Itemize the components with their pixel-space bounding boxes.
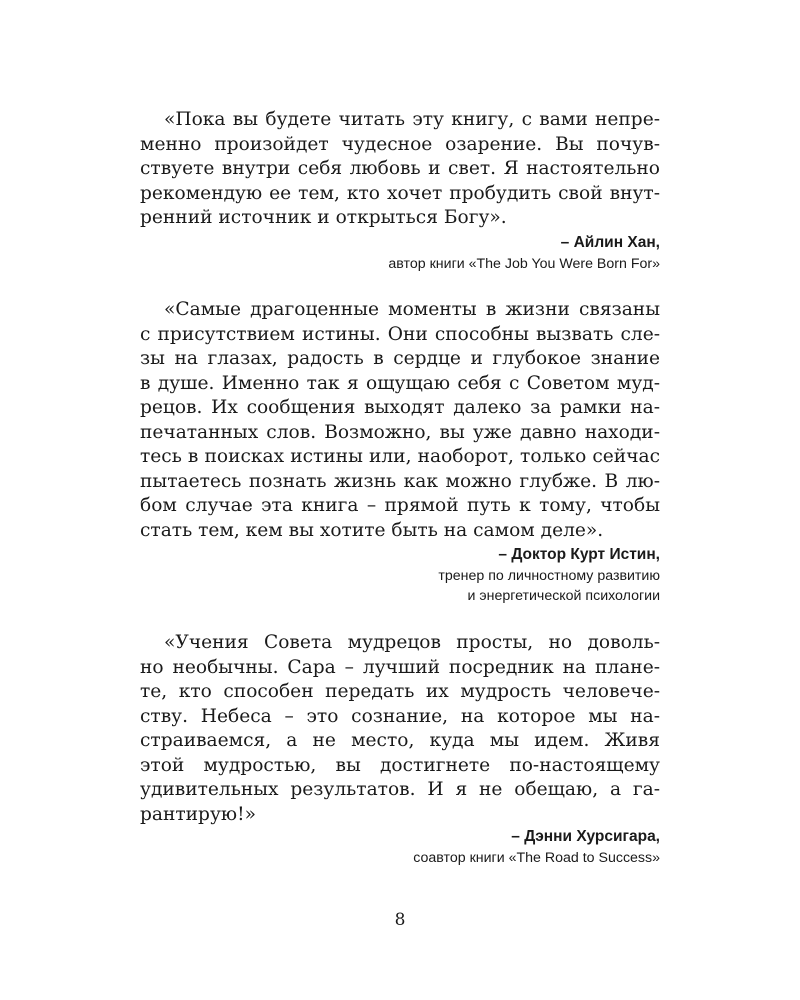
quote-line: этой мудростью, вы достигнете по-настоящему (140, 754, 660, 776)
quote-line: ству. Небеса – это сознание, на которое мы на- (140, 705, 660, 727)
quote-line: страиваемся, а не место, куда мы идем. Живя (140, 730, 660, 751)
attribution-3 (413, 826, 660, 868)
quote-1 (140, 108, 660, 231)
quote-line: пытаетесь познать жизнь как можно глубже. В лю- (140, 470, 660, 492)
author-name: – Доктор Курт Истин, (498, 546, 660, 563)
author-role: и энергетической психологии (467, 588, 660, 604)
quote-line: в душе. Именно так я ощущаю себя с Советом муд- (140, 372, 660, 394)
author-role: тренер по личностному развитию (438, 568, 660, 584)
quote-line: «Пока вы будете читать эту книгу, с вами непре- (164, 109, 660, 130)
quote-line: ренний источник и открыться Богу». (140, 207, 507, 228)
page-number: 8 (394, 910, 406, 930)
attribution-1 (388, 232, 660, 274)
attribution-2 (438, 544, 660, 606)
quote-line: рантирую!» (140, 803, 256, 825)
author-name: – Дэнни Хурсигара, (511, 828, 660, 845)
quote-line: зы на глазах, радость в сердце и глубокое знание (140, 348, 660, 369)
quote-line: тесь в поисках истины или, наоборот, только сейчас (140, 446, 660, 467)
quote-line: с присутствием истины. Они способны вызвать сле- (140, 323, 660, 345)
quote-line: но необычны. Сара – лучший посредник на плане- (140, 656, 660, 678)
quote-line: бом случае эта книга – прямой путь к тому, чтобы (140, 495, 660, 516)
quote-line: печатанных слов. Возможно, вы уже давно находи- (140, 421, 660, 443)
quote-3 (140, 631, 660, 827)
quote-line: менно произойдет чудесное озарение. Вы почув- (140, 133, 660, 155)
quote-line: те, кто способен передать их мудрость человече- (140, 681, 660, 702)
quote-line: рекомендую ее тем, кто хочет пробудить свой внут- (140, 182, 660, 204)
quote-line: «Самые драгоценные моменты в жизни связаны (164, 299, 660, 320)
quote-line: стать тем, кем вы хотите быть на самом деле». (140, 519, 604, 541)
quote-2 (140, 298, 660, 543)
author-role: соавтор книги «The Road to Success» (413, 850, 660, 866)
author-name: – Айлин Хан, (560, 234, 660, 251)
quote-line: «Учения Совета мудрецов просты, но доволь- (164, 632, 660, 653)
author-role: автор книги «The Job You Were Born For» (388, 256, 660, 272)
quote-line: ствуете внутри себя любовь и свет. Я настоятельно (140, 158, 660, 179)
quote-line: удивительных результатов. И я не обещаю, а га- (140, 779, 660, 800)
quote-line: рецов. Их сообщения выходят далеко за рамки на- (140, 397, 660, 418)
